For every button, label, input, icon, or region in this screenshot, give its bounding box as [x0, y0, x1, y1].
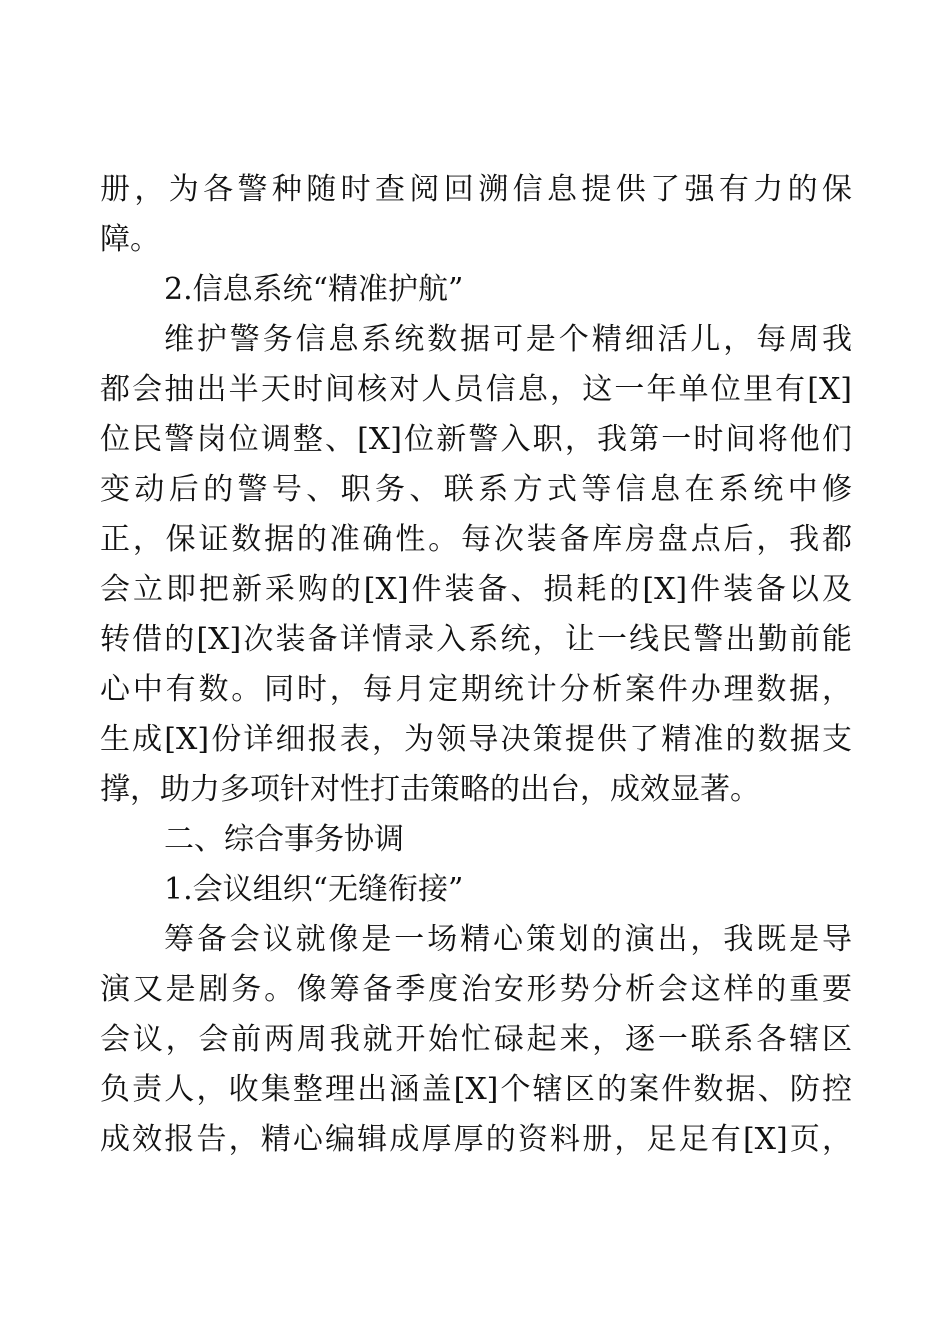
- text-line-11: 心中有数。同时，每月定期统计分析案件办理数据，: [100, 672, 852, 707]
- text-line-20: 成效报告，精心编辑成厚厚的资料册，足足有[X]页，: [100, 1122, 852, 1157]
- section-heading-meeting-organization: 1.会议组织“无缝衔接”: [164, 872, 464, 907]
- text-line-7: 变动后的警号、职务、联系方式等信息在系统中修: [100, 472, 852, 507]
- text-line-2: 障。: [100, 222, 160, 257]
- text-line-17: 演又是剧务。像筹备季度治安形势分析会这样的重要: [100, 972, 852, 1007]
- text-line-9: 会立即把新采购的[X]件装备、损耗的[X]件装备以及: [100, 572, 852, 607]
- text-line-10: 转借的[X]次装备详情录入系统，让一线民警出勤前能: [100, 622, 852, 657]
- text-line-1: 册，为各警种随时查阅回溯信息提供了强有力的保: [100, 172, 852, 207]
- section-heading-comprehensive-affairs: 二、综合事务协调: [164, 822, 404, 857]
- text-line-8: 正，保证数据的准确性。每次装备库房盘点后，我都: [100, 522, 852, 557]
- text-line-5: 都会抽出半天时间核对人员信息，这一年单位里有[X]: [100, 372, 852, 407]
- text-line-16: 筹备会议就像是一场精心策划的演出，我既是导: [164, 922, 852, 957]
- text-line-19: 负责人，收集整理出涵盖[X]个辖区的案件数据、防控: [100, 1072, 852, 1107]
- text-line-12: 生成[X]份详细报表，为领导决策提供了精准的数据支: [100, 722, 852, 757]
- section-heading-information-system: 2.信息系统“精准护航”: [164, 272, 464, 307]
- text-line-18: 会议，会前两周我就开始忙碌起来，逐一联系各辖区: [100, 1022, 852, 1057]
- text-line-13: 撑，助力多项针对性打击策略的出台，成效显著。: [100, 772, 760, 807]
- text-line-4: 维护警务信息系统数据可是个精细活儿，每周我: [164, 322, 852, 357]
- text-line-6: 位民警岗位调整、[X]位新警入职，我第一时间将他们: [100, 422, 852, 457]
